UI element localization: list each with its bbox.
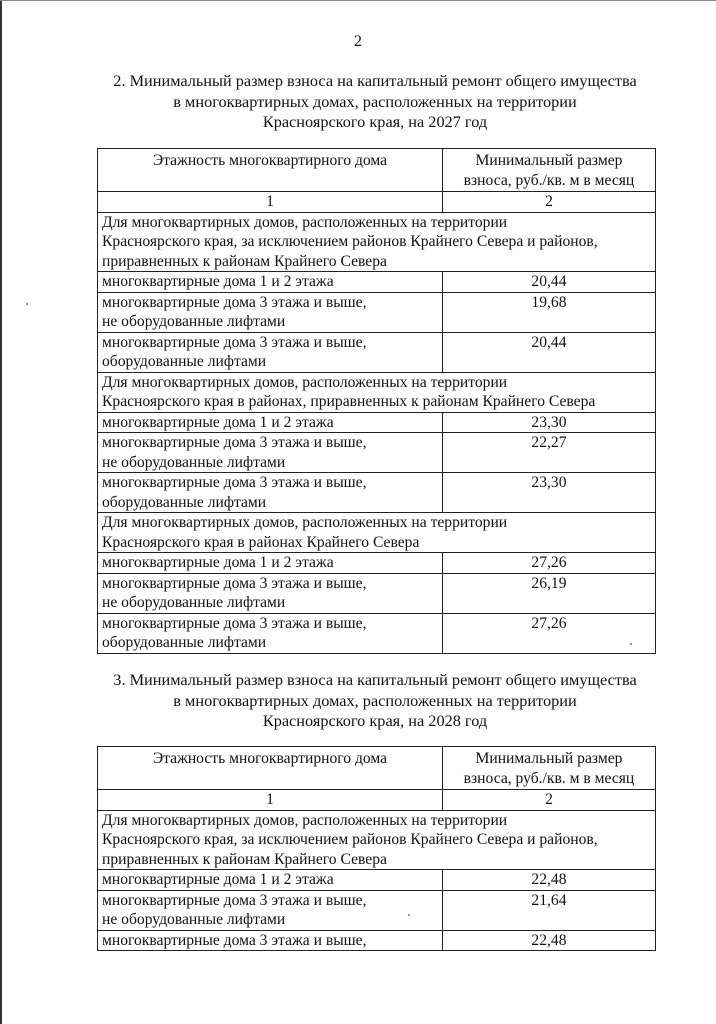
row-label: многоквартирные дома 1 и 2 этажа: [98, 272, 443, 293]
rates-table-2028: [97, 746, 656, 951]
table-row: [98, 292, 656, 332]
header-min-rate: Минимальный размер взноса, руб./кв. м в месяц: [442, 149, 655, 192]
header-floors: Этажность многоквартирного дома: [98, 149, 443, 192]
section-2027-title: [90, 71, 660, 133]
scan-edge-top: [0, 0, 716, 1]
row-label: многоквартирные дома 3 этажа и выше, не оборудованные лифтами: [98, 890, 443, 930]
table-row: [98, 930, 656, 951]
row-label: многоквартирные дома 3 этажа и выше, не оборудованные лифтами: [98, 433, 443, 473]
row-label: многоквартирные дома 3 этажа и выше, не оборудованные лифтами: [98, 292, 443, 332]
row-value: 27,26: [442, 553, 655, 574]
section-2028-title: [90, 670, 660, 732]
table-row: [98, 890, 656, 930]
table-row: [98, 433, 656, 473]
table-row: [98, 870, 656, 891]
table-header-row: [98, 149, 656, 192]
group-title: Для многоквартирных домов, расположенных на территории Красноярского края в районах, приравненных к районам Крайнего Севера: [98, 372, 656, 412]
scan-speck: [26, 303, 28, 305]
title-line: Красноярского края, на 2027 год: [262, 112, 488, 131]
row-value: 23,30: [442, 412, 655, 433]
title-line: 3. Минимальный размер взноса на капитальный ремонт общего имущества: [113, 670, 637, 689]
row-value: 22,27: [442, 433, 655, 473]
column-number: 2: [442, 790, 655, 811]
column-number-row: [98, 192, 656, 213]
group-header-row: [98, 513, 656, 553]
row-label: многоквартирные дома 3 этажа и выше,: [98, 930, 443, 951]
row-label: многоквартирные дома 3 этажа и выше, не оборудованные лифтами: [98, 573, 443, 613]
row-value: 20,44: [442, 332, 655, 372]
row-value: 21,64: [442, 890, 655, 930]
row-value: 19,68: [442, 292, 655, 332]
group-title: Для многоквартирных домов, расположенных на территории Красноярского края в районах Крайнего Севера: [98, 513, 656, 553]
table-row: [98, 613, 656, 653]
table-row: [98, 473, 656, 513]
group-title: Для многоквартирных домов, расположенных на территории Красноярского края, за исключением районов Крайнего Севера и районов, приравненных к районам Крайнего Севера: [98, 810, 656, 870]
row-label: многоквартирные дома 1 и 2 этажа: [98, 553, 443, 574]
title-line: в многоквартирных домах, расположенных на территории: [173, 690, 577, 710]
row-label: многоквартирные дома 1 и 2 этажа: [98, 870, 443, 891]
title-line: в многоквартирных домах, расположенных на территории: [173, 91, 577, 111]
column-number: 2: [442, 192, 655, 213]
rates-table-2027: [97, 148, 656, 654]
header-floors: Этажность многоквартирного дома: [98, 747, 443, 790]
row-label: многоквартирные дома 3 этажа и выше, оборудованные лифтами: [98, 613, 443, 653]
column-number-row: [98, 790, 656, 811]
row-value: 27,26: [442, 613, 655, 653]
title-line: Красноярского края, на 2028 год: [262, 711, 488, 730]
scan-edge-left: [0, 0, 2, 1024]
row-value: 23,30: [442, 473, 655, 513]
table-row: [98, 272, 656, 293]
scan-speck: [630, 643, 632, 645]
table-row: [98, 332, 656, 372]
table-row: [98, 412, 656, 433]
row-value: 26,19: [442, 573, 655, 613]
row-value: 22,48: [442, 930, 655, 951]
scan-speck: [408, 914, 410, 916]
column-number: 1: [98, 192, 443, 213]
table-row: [98, 553, 656, 574]
group-header-row: [98, 372, 656, 412]
group-title: Для многоквартирных домов, расположенных на территории Красноярского края, за исключением районов Крайнего Севера и районов, приравненных к районам Крайнего Севера: [98, 212, 656, 272]
table-header-row: [98, 747, 656, 790]
row-label: многоквартирные дома 3 этажа и выше, оборудованные лифтами: [98, 473, 443, 513]
group-header-row: [98, 810, 656, 870]
title-line: 2. Минимальный размер взноса на капитальный ремонт общего имущества: [113, 71, 637, 90]
row-label: многоквартирные дома 3 этажа и выше, оборудованные лифтами: [98, 332, 443, 372]
row-value: 20,44: [442, 272, 655, 293]
row-label: многоквартирные дома 1 и 2 этажа: [98, 412, 443, 433]
column-number: 1: [98, 790, 443, 811]
row-value: 22,48: [442, 870, 655, 891]
group-header-row: [98, 212, 656, 272]
table-row: [98, 573, 656, 613]
header-min-rate: Минимальный размер взноса, руб./кв. м в месяц: [442, 747, 655, 790]
page-number: 2: [354, 33, 362, 50]
